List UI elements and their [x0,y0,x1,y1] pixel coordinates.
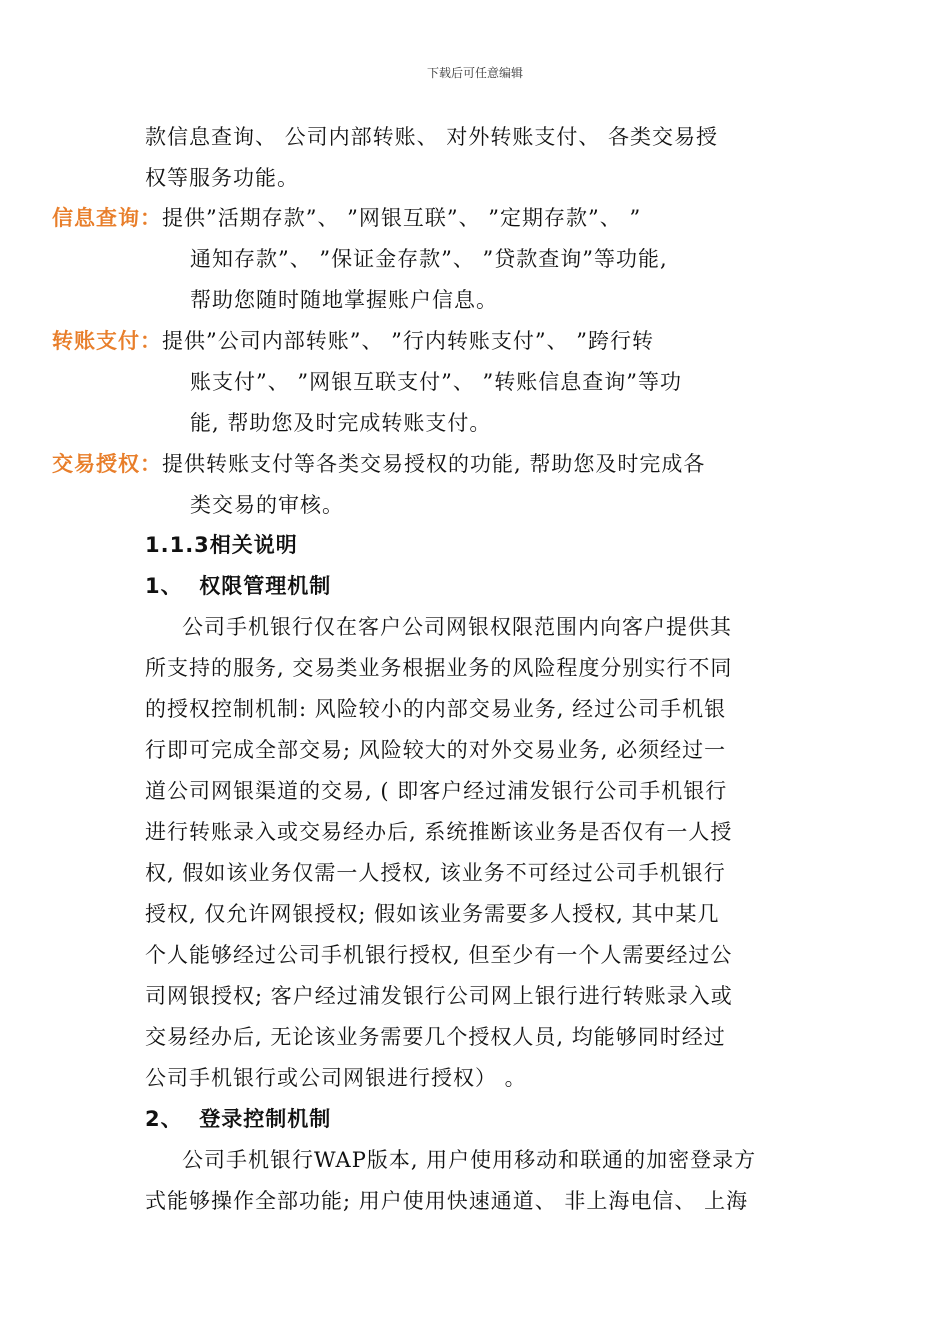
text-line [190,285,498,315]
line-text: 的授权控制机制: 风险较小的内部交易业务, 经过公司手机银 [145,697,727,721]
text-line [182,1145,756,1175]
line-text: 授权, 仅允许网银授权; 假如该业务需要多人授权, 其中某几 [145,902,720,926]
feature-label: 转账支付： [52,329,162,353]
line-text: 公司手机银行仅在客户公司网银权限范围内向客户提供其 [182,615,732,639]
line-text: 交易经办后, 无论该业务需要几个授权人员, 均能够同时经过 [145,1025,726,1049]
feature-label: 交易授权： [52,452,162,476]
line-text: 通知存款”、 ”保证金存款”、 ”贷款查询”等功能, [190,247,668,271]
text-line [52,449,705,479]
page-header: 下载后可任意编辑 [426,66,523,80]
line-text: 道公司网银渠道的交易, ( 即客户经过浦发银行公司手机银行 [145,779,728,803]
text-line [145,1022,726,1052]
text-line [145,776,727,806]
text-line [190,490,344,520]
text-line [145,1186,748,1216]
text-line [145,899,719,929]
text-line [145,122,718,152]
line-text: 1.1.3相关说明 [145,533,298,557]
line-text: 式能够操作全部功能; 用户使用快速通道、 非上海电信、 上海 [145,1189,749,1213]
section-heading [145,530,298,560]
text-line [190,244,668,274]
line-text: 权等服务功能。 [145,166,299,190]
line-text: 提供”活期存款”、 ”网银互联”、 ”定期存款”、 ” [162,206,642,230]
text-line [145,694,726,724]
line-text: 类交易的审核。 [190,493,344,517]
line-text: 1、 权限管理机制 [145,574,332,598]
line-text: 账支付”、 ”网银互联支付”、 ”转账信息查询”等功 [190,370,683,394]
line-text: 进行转账录入或交易经办后, 系统推断该业务是否仅有一人授 [145,820,733,844]
section-heading [145,571,331,601]
text-line [145,817,732,847]
line-text: 司网银授权; 客户经过浦发银行公司网上银行进行转账录入或 [145,984,733,1008]
text-line [145,1063,527,1093]
text-line [190,367,682,397]
line-text: 能, 帮助您及时完成转账支付。 [190,411,492,435]
line-text: 提供转账支付等各类交易授权的功能, 帮助您及时完成各 [162,452,706,476]
feature-label: 信息查询： [52,206,162,230]
line-text: 款信息查询、 公司内部转账、 对外转账支付、 各类交易授 [145,125,719,149]
section-heading [145,1104,331,1134]
text-line [52,326,654,356]
text-line [190,408,491,438]
line-text: 权, 假如该业务仅需一人授权, 该业务不可经过公司手机银行 [145,861,726,885]
text-line [145,940,732,970]
text-line [145,163,299,193]
line-text: 公司手机银行或公司网银进行授权） 。 [145,1066,527,1090]
text-line [52,203,641,233]
line-text: 所支持的服务, 交易类业务根据业务的风险程度分别实行不同 [145,656,733,680]
line-text: 行即可完成全部交易; 风险较大的对外交易业务, 必须经过一 [145,738,727,762]
line-text: 2、 登录控制机制 [145,1107,332,1131]
text-line [145,981,733,1011]
line-text: 提供”公司内部转账”、 ”行内转账支付”、 ”跨行转 [162,329,655,353]
text-line [182,612,732,642]
text-line [145,858,726,888]
line-text: 帮助您随时随地掌握账户信息。 [190,288,498,312]
line-text: 公司手机银行WAP版本, 用户使用移动和联通的加密登录方 [182,1148,757,1172]
text-line [145,653,732,683]
text-line [145,735,726,765]
line-text: 个人能够经过公司手机银行授权, 但至少有一个人需要经过公 [145,943,733,967]
